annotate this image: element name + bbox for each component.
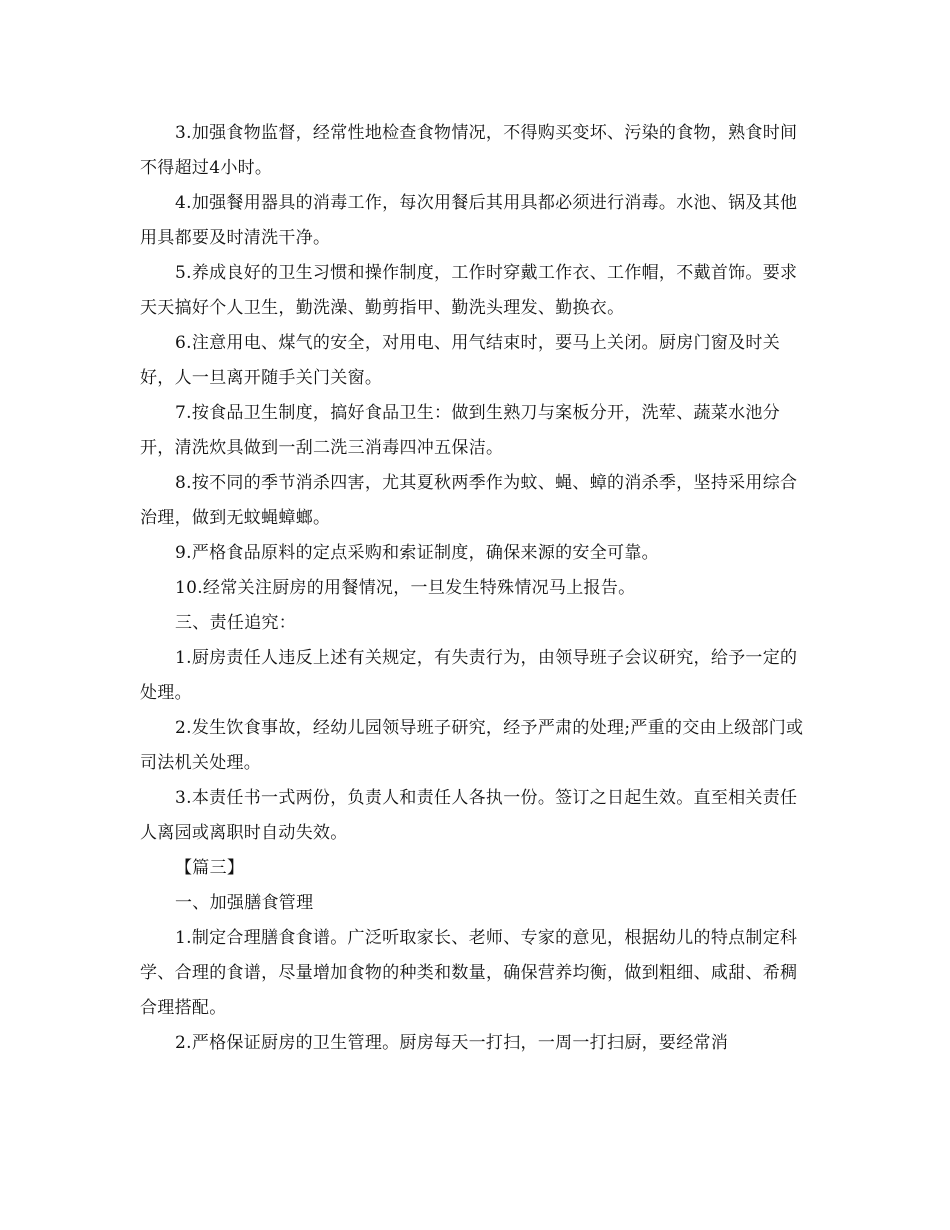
paragraph-pest-control: 8.按不同的季节消杀四害，尤其夏秋两季作为蚊、蝇、蟑的消杀季，坚持采用综合治理，做到无蚊蝇蟑螂。 [140, 473, 798, 528]
paragraph-utensil-disinfection: 4.加强餐用器具的消毒工作，每次用餐后其用具都必须进行消毒。水池、锅及其他用具都要及时清洗干净。 [140, 193, 798, 248]
paragraph-menu-planning: 1.制定合理膳食食谱。广泛听取家长、老师、专家的意见，根据幼儿的特点制定科学、合理的食谱，尽量增加食物的种类和数量，确保营养均衡，做到粗细、咸甜、希稠合理搭配。 [140, 928, 798, 1018]
section-heading-part-three: 【篇三】 [175, 858, 245, 878]
paragraph-electric-gas-safety: 6.注意用电、煤气的安全，对用电、用气结束时，要马上关闭。厨房门窗及时关好，人一旦离开随手关门关窗。 [140, 333, 781, 388]
paragraph-food-supervision: 3.加强食物监督，经常性地检查食物情况，不得购买变坏、污染的食物，熟食时间不得超过4小时。 [140, 123, 798, 178]
paragraph-hygiene-habits: 5.养成良好的卫生习惯和操作制度，工作时穿戴工作衣、工作帽，不戴首饰。要求天天搞好个人卫生，勤洗澡、勤剪指甲、勤洗头理发、勤换衣。 [140, 263, 798, 318]
section-heading-accountability: 三、责任追究： [175, 613, 297, 633]
section-heading-meal-management: 一、加强膳食管理 [175, 893, 314, 913]
paragraph-violation-handling: 1.厨房责任人违反上述有关规定，有失责行为，由领导班子会议研究，给予一定的处理。 [140, 648, 798, 703]
paragraph-procurement: 9.严格食品原料的定点采购和索证制度，确保来源的安全可靠。 [175, 543, 659, 563]
paragraph-document-validity: 3.本责任书一式两份，负责人和责任人各执一份。签订之日起生效。直至相关责任人离园或离职时自动失效。 [140, 788, 798, 843]
paragraph-food-accident: 2.发生饮食事故，经幼儿园领导班子研究，经予严肃的处理;严重的交由上级部门或司法机关处理。 [140, 718, 804, 773]
paragraph-food-hygiene-rules: 7.按食品卫生制度，搞好食品卫生：做到生熟刀与案板分开，洗荤、蔬菜水池分开，清洗炊具做到一刮二洗三消毒四冲五保洁。 [140, 403, 781, 458]
paragraph-report-incidents: 10.经常关注厨房的用餐情况，一旦发生特殊情况马上报告。 [175, 578, 636, 598]
paragraph-kitchen-hygiene: 2.严格保证厨房的卫生管理。厨房每天一打扫，一周一打扫厨，要经常消 [175, 1033, 729, 1053]
